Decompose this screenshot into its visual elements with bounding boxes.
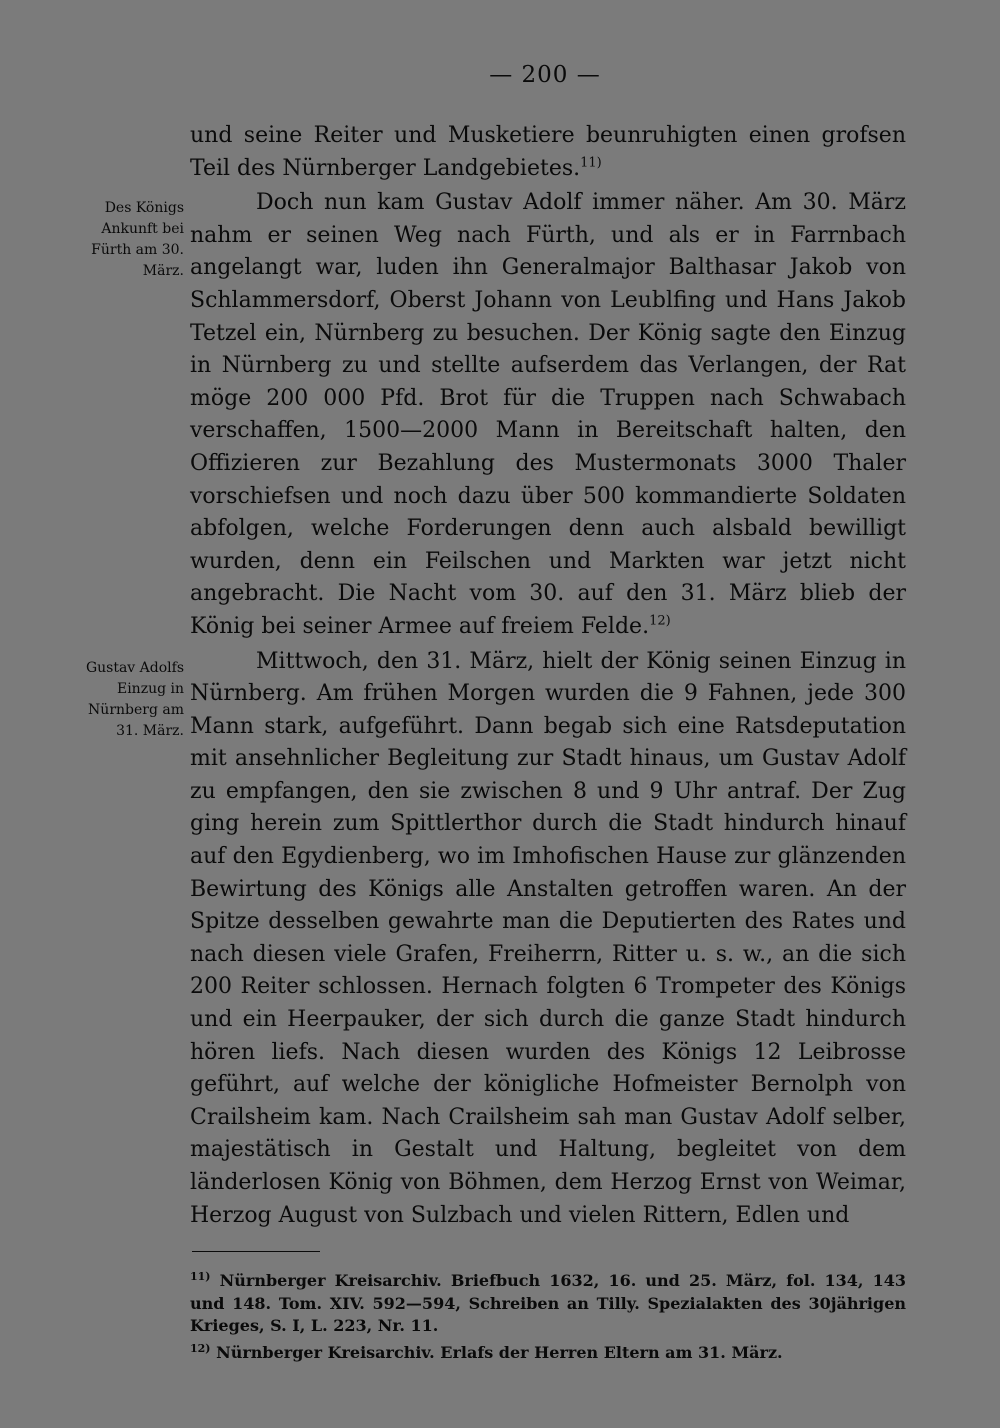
footnote-mark: 11) xyxy=(190,1270,211,1283)
footnote-separator xyxy=(192,1251,320,1252)
footnote-mark: 12) xyxy=(190,1341,211,1355)
footnote-text: Nürnberger Kreisarchiv. Erlafs der Herren Eltern am 31. März. xyxy=(216,1342,783,1362)
body-text xyxy=(190,120,906,1232)
paragraph-2 xyxy=(190,187,906,643)
footnote-11 xyxy=(190,1266,906,1338)
paragraph-3 xyxy=(190,646,906,1233)
footnote-12 xyxy=(190,1338,906,1365)
paragraph-1-text: und seine Reiter und Musketiere beunruhigten einen grofsen Teil des Nürnberger Landgebietes. xyxy=(190,123,906,181)
paragraph-2-text: Doch nun kam Gustav Adolf immer näher. Am 30. März nahm er seinen Weg nach Fürth, und als er in Farrnbach angelangt war, luden ihn Generalmajor Balthasar Jakob von Schlammersdorf, Oberst Johann von Leublfing und Hans Jakob Tetzel ein, Nürnberg zu besuchen. Der König sagte den Einzug in Nürnberg zu und stellte aufserdem das Verlangen, der Rat möge 200 000 Pfd. Brot für die Truppen nach Schwabach verschaffen, 1500—2000 Mann in Bereitschaft halten, den Offizieren zur Bezahlung des Mustermonats 3000 Thaler vorschiefsen und noch dazu über 500 kommandierte Soldaten abfolgen, welche Forderungen denn auch alsbald bewilligt wurden, denn ein Feilschen und Markten war jetzt nicht angebracht. Die Nacht vom 30. auf den 31. März blieb der König bei seiner Armee auf freiem Felde. xyxy=(190,190,906,639)
footnotes xyxy=(190,1266,906,1364)
footnote-text: Nürnberger Kreisarchiv. Briefbuch 1632, 16. und 25. März, fol. 134, 143 und 148. Tom. XIV. 592—594, Schreiben an Tilly. Spezialakten des 30jährigen Krieges, S. I, L. 223, Nr. 11. xyxy=(190,1271,906,1335)
page-number: — 200 — xyxy=(489,62,601,88)
footnote-ref-11: 11) xyxy=(580,155,602,171)
paragraph-1 xyxy=(190,120,906,185)
margin-note-entry-nuremberg: Gustav Adolfs Einzug in Nürnberg am 31. März. xyxy=(85,660,184,739)
margin-note-arrival-fuerth: Des Königs Ankunft bei Fürth am 30. März. xyxy=(91,200,184,279)
paragraph-3-text: Mittwoch, den 31. März, hielt der König seinen Einzug in Nürnberg. Am frühen Morgen wurden die 9 Fahnen, jede 300 Mann stark, aufgeführt. Dann begab sich eine Ratsdeputation mit ansehnlicher Begleitung zur Stadt hinaus, um Gustav Adolf zu empfangen, den sie zwischen 8 und 9 Uhr antraf. Der Zug ging herein zum Spittlerthor durch die Stadt hindurch hinauf auf den Egydienberg, wo im Imhofischen Hause zur glänzenden Bewirtung des Königs alle Anstalten getroffen waren. An der Spitze desselben gewahrte man die Deputierten des Rates und nach diesen viele Grafen, Freiherrn, Ritter u. s. w., an die sich 200 Reiter schlossen. Hernach folgten 6 Trompeter des Königs und ein Heerpauker, der sich durch die ganze Stadt hindurch hören liefs. Nach diesen wurden des Königs 12 Leibrosse geführt, auf welche der königliche Hofmeister Bernolph von Crailsheim kam. Nach Crailsheim sah man Gustav Adolf selber, majestätisch in Gestalt und Haltung, begleitet von dem länderlosen König von Böhmen, dem Herzog Ernst von Weimar, Herzog August von Sulzbach und vielen Rittern, Edlen und xyxy=(190,648,906,1228)
footnote-ref-12: 12) xyxy=(649,613,671,629)
